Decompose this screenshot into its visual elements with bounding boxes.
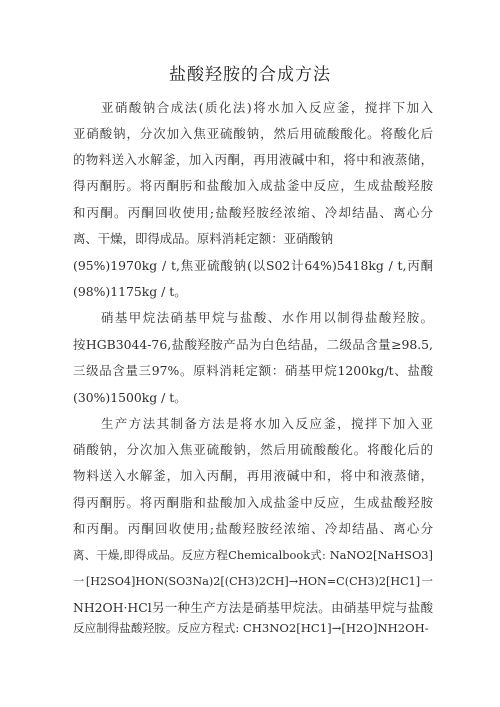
paragraph-3-line-2: 硝酸钠，分次加入焦亚硫酸钠，然后用硫酸酸化。将酸化后的 <box>73 442 433 457</box>
paragraph-1-line-8: (98%)1175kg / t。 <box>73 284 187 299</box>
paragraph-2-line-2: 按HGB3044-76,盐酸羟胺产品为白色结晶，二级品含量≥98.5, <box>73 337 433 352</box>
paragraph-1-line-5: 和丙酮。丙酮回收使用;盐酸羟胺经浓缩、冷却结晶、离心分 <box>73 205 433 220</box>
paragraph-3-line-1: 生产方法其制备方法是将水加入反应釜，搅拌下加入亚 <box>101 416 433 431</box>
paragraph-2-line-3: 三级品含量三97%。原料消耗定额：硝基甲烷1200kg/t、盐酸 <box>73 363 433 378</box>
paragraph-3-line-3: 物料送入水解釜，加入丙酮，再用液碱中和，将中和液蒸储， <box>73 468 433 483</box>
paragraph-3-line-9: 反应制得盐酸羟胺。反应方程式: CH3NO2[HC1]→[H2O]NH2OH- <box>73 621 429 635</box>
paragraph-1-line-2: 亚硝酸钠，分次加入焦亚硫酸钠，然后用硫酸酸化。将酸化后 <box>73 126 433 141</box>
paragraph-1-line-4: 得丙酮肟。将丙酮肟和盐酸加入成盐釜中反应，生成盐酸羟胺 <box>73 178 433 193</box>
paragraph-3-line-6: 离、干燥,即得成品。反应方程Chemicalbook式: NaNO2[NaHSO3] <box>73 548 433 562</box>
paragraph-2-line-1: 硝基甲烷法硝基甲烷与盐酸、水作用以制得盐酸羟胺。 <box>101 310 433 325</box>
paragraph-3-line-8: NH2OH·HCl另一种生产方法是硝基甲烷法。由硝基甲烷与盐酸 <box>73 600 433 615</box>
paragraph-1-line-3: 的物料送入水解釜，加入丙酮，再用液碱中和，将中和液蒸储， <box>73 152 433 167</box>
paragraph-3-line-5: 和丙酮。丙酮回收使用;盐酸羟胺经浓缩、冷却结晶、离心分 <box>73 521 433 536</box>
paragraph-3-line-7: 一[H2SO4]HON(SO3Na)2[(CH3)2CH]→HON=C(CH3)2[HC1]一 <box>73 575 433 588</box>
paragraph-3-line-4: 得丙酮肟。将丙酮脂和盐酸加入成盐釜中反应，生成盐酸羟胺 <box>73 495 433 510</box>
paragraph-1-line-7: (95%)1970kg / t,焦亚硫酸钠(以S02计64%)5418kg / t,丙酮 <box>73 258 433 273</box>
paragraph-2-line-4: (30%)1500kg / t。 <box>73 390 187 405</box>
paragraph-1-line-6: 离、干燥，即得成品。原料消耗定额：亚硝酸钠 <box>73 231 334 246</box>
paragraph-1-line-1: 亚硝酸钠合成法(质化法)将水加入反应釜，搅拌下加入 <box>101 100 433 115</box>
document-title: 盐酸羟胺的合成方法 <box>169 65 331 85</box>
